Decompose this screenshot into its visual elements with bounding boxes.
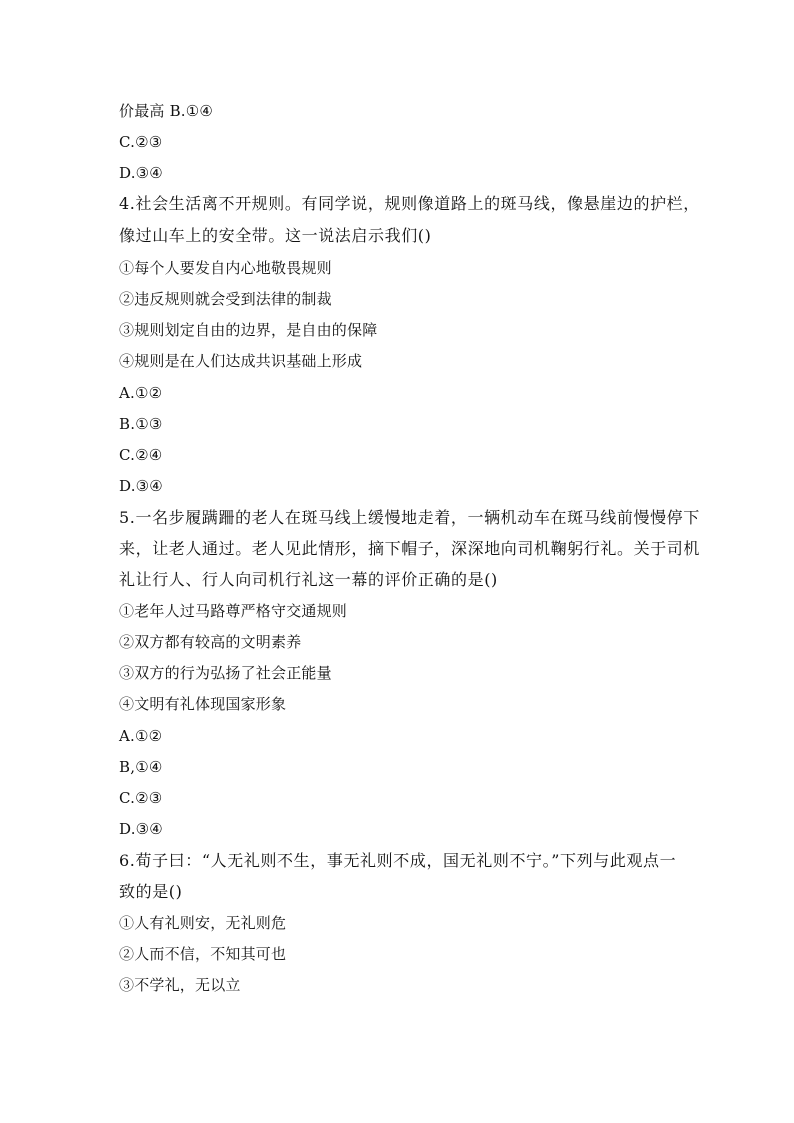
question-5-stem: 5.一名步履蹒跚的老人在斑马线上缓慢地走着，一辆机动车在斑马线前慢慢停下 [119,508,700,527]
option-b-line: B,①④ [119,758,163,776]
question-6-stem: 6.荀子曰：“人无礼则不生，事无礼则不成，国无礼则不宁。”下列与此观点一 [119,851,677,870]
option-c-line: C.②④ [119,446,163,464]
statement-3: ③规则划定自由的边界，是自由的保障 [119,321,378,339]
statement-1: ①老年人过马路尊严格守交通规则 [119,602,348,620]
option-a-line: A.①② [119,727,163,745]
option-d-line: D.③④ [119,820,163,838]
option-c-line: C.②③ [119,133,163,151]
statement-4: ④规则是在人们达成共识基础上形成 [119,352,363,370]
statement-2: ②人而不信，不知其可也 [119,945,287,963]
statement-3: ③不学礼，无以立 [119,976,241,994]
statement-2: ②违反规则就会受到法律的制裁 [119,290,332,308]
option-d-line: D.③④ [119,477,163,495]
option-d-line: D.③④ [119,164,163,182]
question-6-stem-cont: 致的是() [119,882,183,901]
option-c-line: C.②③ [119,789,163,807]
question-4-stem: 4.社会生活离不开规则。有同学说，规则像道路上的斑马线，像悬崖边的护栏， [119,194,700,213]
statement-2: ②双方都有较高的文明素养 [119,633,302,651]
option-a-line: A.①② [119,384,163,402]
statement-1: ①人有礼则安，无礼则危 [119,914,287,932]
question-4-stem-cont: 像过山车上的安全带。这一说法启示我们() [119,226,432,245]
text-line-continuation: 价最高 B.①④ [119,102,214,120]
statement-4: ④文明有礼体现国家形象 [119,695,287,713]
statement-3: ③双方的行为弘扬了社会正能量 [119,664,332,682]
statement-1: ①每个人要发自内心地敬畏规则 [119,259,332,277]
option-b-line: B.①③ [119,415,163,433]
question-5-stem-cont: 礼让行人、行人向司机行礼这一幕的评价正确的是() [119,570,498,589]
question-5-stem-cont: 来，让老人通过。老人见此情形，摘下帽子，深深地向司机鞠躬行礼。关于司机 [119,539,701,558]
